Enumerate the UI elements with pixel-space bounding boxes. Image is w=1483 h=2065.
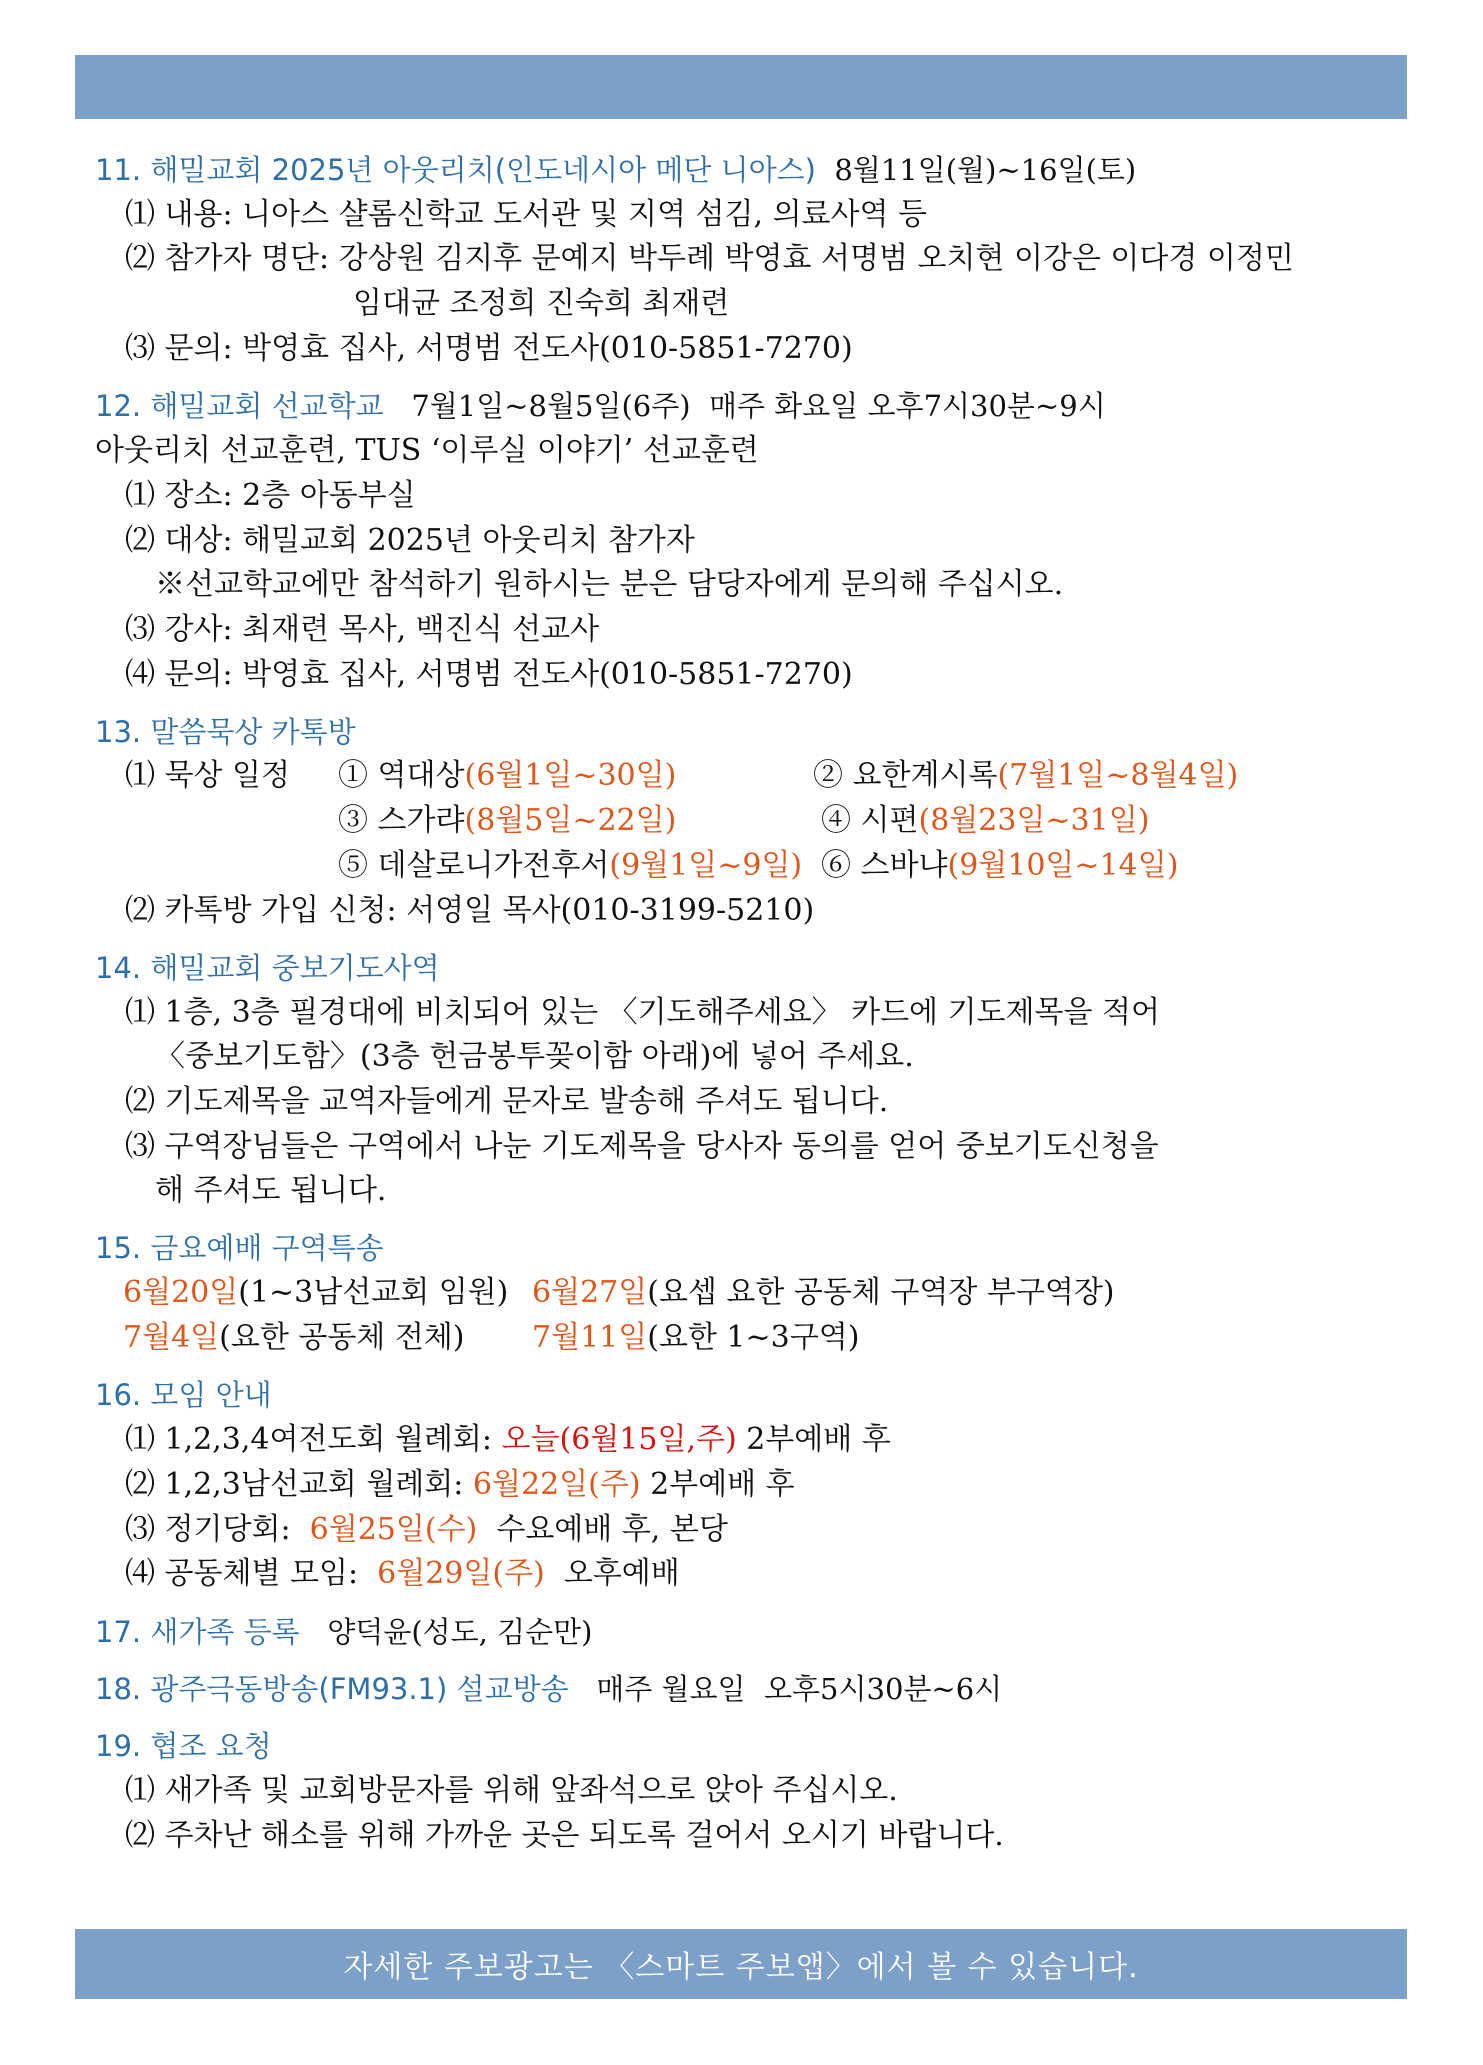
schedule-item: ⑤ 데살로니가전후서(9월1일~9일) (338, 848, 803, 883)
section-12-time: 매주 화요일 오후7시30분~9시 (709, 389, 1106, 423)
section-11-participants: ⑵ 참가자 명단: 강상원 김지후 문예지 박두례 박영효 서명범 오치현 이강은 이다경 이정민 (125, 241, 1294, 276)
section-17-heading: 17. 새가족 등록 양덕윤(성도, 김순만) (95, 1615, 593, 1649)
section-11-participants-cont: 임대균 조정희 진숙희 최재련 (353, 286, 730, 321)
meeting-item: ⑴ 1,2,3,4여전도회 월례회: 오늘(6월15일,주) 2부예배 후 (125, 1422, 891, 1457)
special-song-entry: 6월20일(1~3남선교회 임원) (123, 1275, 509, 1310)
section-16-heading: 16. 모임 안내 (95, 1378, 272, 1412)
section-12-place: ⑴ 장소: 2층 아동부실 (125, 478, 416, 513)
schedule-item: ④ 시편(8월23일~31일) (821, 803, 1150, 838)
section-19-item-1: ⑴ 새가족 및 교회방문자를 위해 앞좌석으로 앉아 주십시오. (125, 1773, 898, 1808)
schedule-item: ① 역대상(6월1일~30일) (338, 758, 677, 793)
section-12-target: ⑵ 대상: 해밀교회 2025년 아웃리치 참가자 (125, 523, 695, 558)
meeting-item: ⑶ 정기당회: 6월25일(수) 수요예배 후, 본당 (125, 1512, 728, 1547)
section-12-heading (95, 386, 1106, 426)
section-13-join: ⑵ 카톡방 가입 신청: 서영일 목사(010-3199-5210) (125, 893, 815, 928)
section-14-item-1-cont: 〈중보기도함〉(3층 헌금봉투꽂이함 아래)에 넣어 주세요. (155, 1039, 914, 1074)
section-19-heading: 19. 협조 요청 (95, 1729, 272, 1763)
broadcast-time: 오후5시30분~6시 (764, 1672, 1003, 1706)
section-12-lecturer: ⑶ 강사: 최재련 목사, 백진식 선교사 (125, 612, 600, 647)
section-14-item-3: ⑶ 구역장님들은 구역에서 나눈 기도제목을 당사자 동의를 얻어 중보기도신청을 (125, 1129, 1159, 1164)
section-12-intro: 아웃리치 선교훈련, TUS ‘이루실 이야기’ 선교훈련 (95, 433, 759, 468)
section-13-heading: 13. 말씀묵상 카톡방 (95, 715, 356, 749)
section-12-date: 7월1일~8월5일(6주) (411, 389, 691, 423)
section-14-item-1: ⑴ 1층, 3층 필경대에 비치되어 있는 〈기도해주세요〉 카드에 기도제목을 적어 (125, 995, 1160, 1030)
meeting-item: ⑷ 공동체별 모임: 6월29일(주) 오후예배 (125, 1556, 680, 1591)
section-11-title: 11. 해밀교회 2025년 아웃리치(인도네시아 메단 니아스) (95, 153, 816, 187)
footer-banner (75, 1929, 1407, 1999)
section-14-heading: 14. 해밀교회 중보기도사역 (95, 951, 440, 985)
section-12-note: ※선교학교에만 참석하기 원하시는 분은 담당자에게 문의해 주십시오. (155, 567, 1064, 602)
special-song-entry: 6월27일(요셉 요한 공동체 구역장 부구역장) (532, 1275, 1115, 1310)
schedule-item: ⑥ 스바냐(9월10일~14일) (821, 848, 1179, 883)
section-19-item-2: ⑵ 주차난 해소를 위해 가까운 곳은 되도록 걸어서 오시기 바랍니다. (125, 1818, 1004, 1853)
section-11-date: 8월11일(월)~16일(토) (834, 153, 1137, 187)
section-14-item-3-cont: 해 주셔도 됩니다. (155, 1173, 387, 1208)
broadcast-day: 매주 월요일 (596, 1672, 746, 1706)
special-song-entry: 7월11일(요한 1~3구역) (532, 1320, 860, 1355)
section-18-heading: 18. 광주극동방송(FM93.1) 설교방송 매주 월요일 오후5시30분~6시 (95, 1672, 1003, 1706)
meeting-item: ⑵ 1,2,3남선교회 월례회: 6월22일(주) 2부예배 후 (125, 1467, 795, 1502)
section-14-item-2: ⑵ 기도제목을 교역자들에게 문자로 발송해 주셔도 됩니다. (125, 1084, 889, 1119)
section-13-schedule-label: ⑴ 묵상 일정 (125, 758, 290, 793)
schedule-item: ② 요한계시록(7월1일~8월4일) (813, 758, 1239, 793)
section-11-heading (95, 150, 1136, 190)
section-11-contact: ⑶ 문의: 박영효 집사, 서명범 전도사(010-5851-7270) (125, 331, 853, 366)
schedule-item: ③ 스가랴(8월5일~22일) (338, 803, 677, 838)
special-song-entry: 7월4일(요한 공동체 전체) (123, 1320, 465, 1355)
section-15-heading: 15. 금요예배 구역특송 (95, 1231, 384, 1265)
section-12-contact: ⑷ 문의: 박영효 집사, 서명범 전도사(010-5851-7270) (125, 657, 853, 692)
section-11-content: ⑴ 내용: 니아스 샬롬신학교 도서관 및 지역 섬김, 의료사역 등 (125, 197, 928, 232)
new-member-name: 양덕윤(성도, 김순만) (327, 1615, 593, 1649)
footer-text: 자세한 주보광고는 〈스마트 주보앱〉에서 볼 수 있습니다. (343, 1950, 1139, 1985)
top-banner (75, 55, 1407, 119)
section-12-title: 12. 해밀교회 선교학교 (95, 389, 384, 423)
